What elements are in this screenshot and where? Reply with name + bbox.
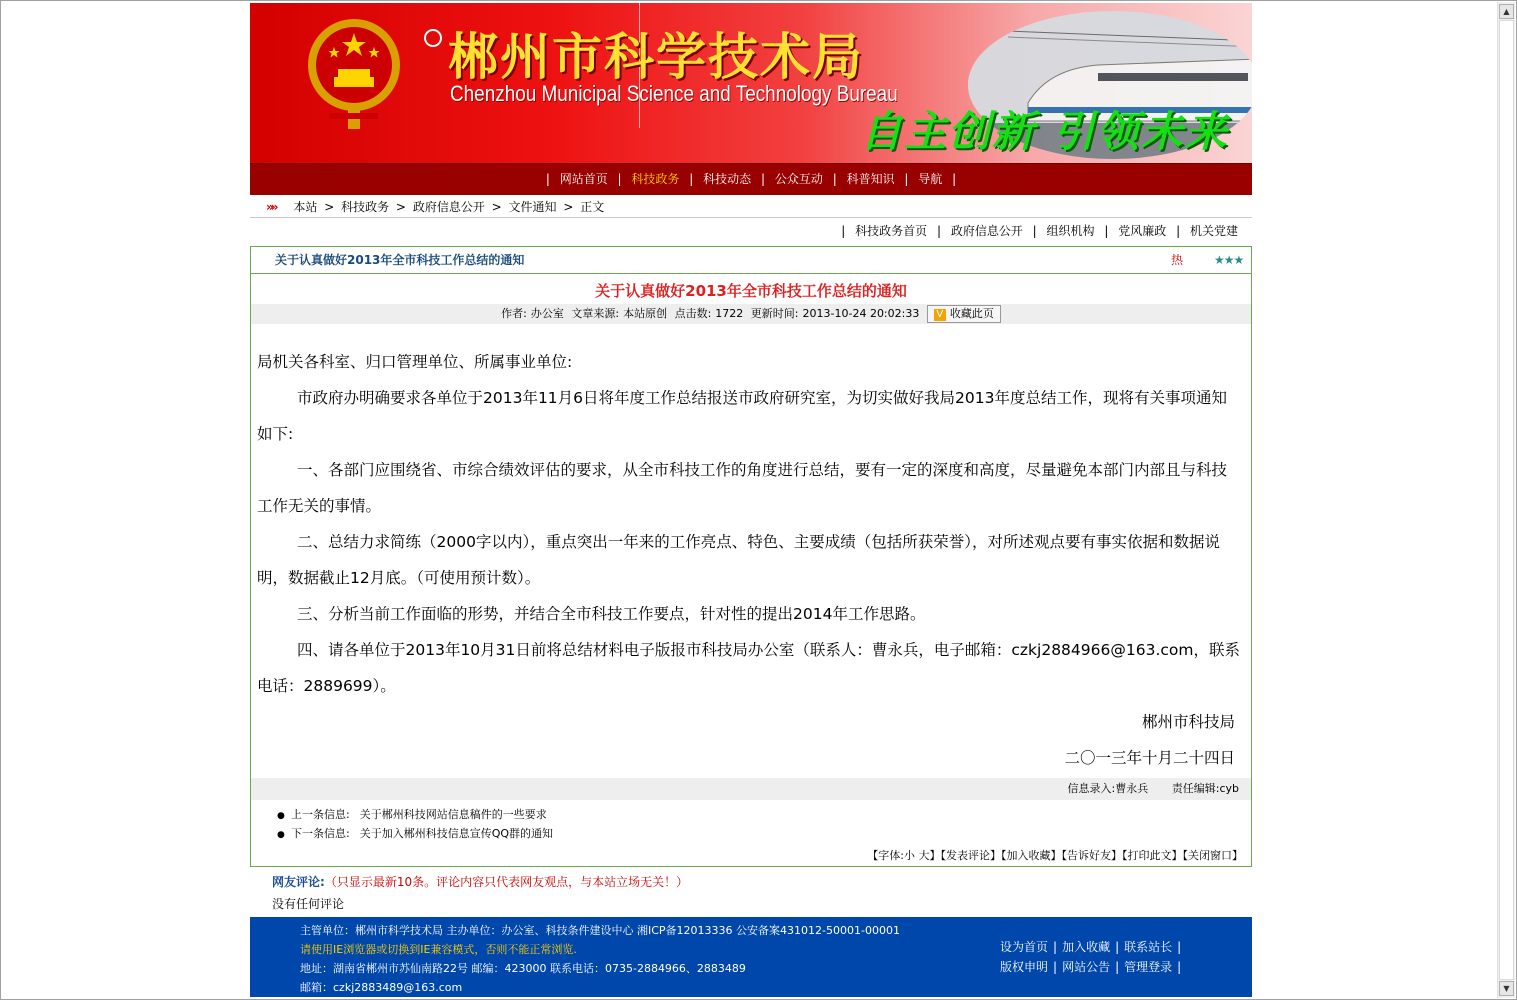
bookmark-icon: V — [934, 309, 946, 321]
nav-separator: | — [617, 172, 622, 186]
next-article-link[interactable]: 关于加入郴州科技信息宣传QQ群的通知 — [359, 827, 554, 840]
article-meta — [251, 304, 1251, 324]
editor-label: 责任编辑: — [1171, 782, 1220, 795]
footer-separator: | — [1177, 940, 1182, 954]
bullet-icon: ● — [277, 811, 285, 821]
article-title: 关于认真做好2013年全市科技工作总结的通知 — [595, 282, 907, 300]
editor-info — [251, 778, 1251, 800]
article-content — [251, 324, 1251, 776]
footer-separator: | — [1053, 960, 1058, 974]
article-date: 二〇一三年十月二十四日 — [1064, 749, 1235, 767]
tell-friend-button[interactable]: 【告诉好友】 — [1061, 849, 1122, 862]
nav-separator: | — [904, 172, 909, 186]
breadcrumb-separator: > — [491, 200, 502, 214]
nav-separator: | — [832, 172, 837, 186]
next-label: 下一条信息: — [291, 827, 350, 840]
nav-separator: | — [689, 172, 694, 186]
breadcrumb-separator: > — [324, 200, 335, 214]
footer-links — [1000, 937, 1186, 977]
subnav-separator: | — [1032, 224, 1037, 238]
meta-hits-label: 点击数: — [674, 307, 712, 320]
article-paragraph: 市政府办明确要求各单位于2013年11月6日将年度工作总结报送市政府研究室，为切实做好我局2013年度总结工作，现将有关事项通知如下: — [257, 389, 1227, 443]
close-window-button[interactable]: 【关闭窗口】 — [1182, 849, 1243, 862]
meta-updated-label: 更新时间: — [750, 307, 799, 320]
article-header-title: 关于认真做好2013年全市科技工作总结的通知 — [275, 253, 525, 267]
hot-badge: 热 — [1171, 253, 1184, 267]
rating-stars-icon: ★★★ — [1214, 253, 1244, 267]
footer-separator: | — [1115, 960, 1120, 974]
font-small-button[interactable]: 小 — [904, 849, 915, 862]
prev-item — [277, 806, 1251, 825]
subnav-separator: | — [1176, 224, 1181, 238]
site-title-cn: 郴州市科学技术局 — [448, 28, 864, 86]
font-large-button[interactable]: 大 — [918, 849, 930, 862]
breadcrumb-arrows-icon: »» — [266, 200, 276, 214]
comments-title: 网友评论: — [272, 875, 325, 889]
site-banner — [250, 3, 1252, 163]
breadcrumb-item-current: 正文 — [580, 200, 605, 214]
article-salutation: 局机关各科室、归口管理单位、所属事业单位: — [257, 353, 573, 371]
comments-section — [250, 867, 1252, 915]
site-footer — [250, 917, 1252, 997]
subnav-item-party[interactable]: 机关党建 — [1189, 224, 1238, 238]
decorative-circle-icon — [424, 29, 442, 47]
site-notice-link[interactable]: 网站公告 — [1062, 960, 1111, 974]
meta-author: 办公室 — [530, 307, 564, 320]
subnav-item-gov-info[interactable]: 政府信息公开 — [950, 224, 1023, 238]
article-tools — [251, 846, 1251, 866]
breadcrumb-item-sci-gov[interactable]: 科技政务 — [341, 200, 390, 214]
entry-label: 信息录入: — [1067, 782, 1116, 795]
set-homepage-link[interactable]: 设为首页 — [1000, 940, 1049, 954]
footer-line-1: 主管单位：郴州市科学技术局 主办单位：办公室、科技条件建设中心 湘ICP备12013336 公安备案431012-50001-00001 — [300, 924, 900, 937]
breadcrumb-separator: > — [395, 200, 406, 214]
page-container — [250, 3, 1252, 997]
article-box-header — [251, 247, 1251, 274]
meta-source: 本站原创 — [623, 307, 668, 320]
copyright-link[interactable]: 版权申明 — [1000, 960, 1049, 974]
nav-separator: | — [545, 172, 550, 186]
main-nav — [250, 163, 1252, 195]
article-paragraph: 一、各部门应围绕省、市综合绩效评估的要求，从全市科技工作的角度进行总结，要有一定的深度和高度，尽量避免本部门内部且与科技工作无关的事情。 — [257, 461, 1228, 515]
nav-item-home[interactable]: 网站首页 — [559, 172, 608, 186]
vertical-scrollbar[interactable] — [1497, 2, 1515, 998]
add-favorite-button[interactable]: 【加入收藏】 — [1001, 849, 1062, 862]
editor-name: cyb — [1219, 782, 1239, 795]
nav-item-knowledge[interactable]: 科普知识 — [846, 172, 895, 186]
nav-separator: | — [952, 172, 957, 186]
bookmark-page-button[interactable] — [927, 305, 1001, 323]
comments-note: （只显示最新10条。评论内容只代表网友观点，与本站立场无关！） — [324, 875, 689, 889]
article-paragraph: 四、请各单位于2013年10月31日前将总结材料电子版报市科技局办公室（联系人：曹永兵，电子邮箱：czkj2884966@163.com，联系电话：2889699）。 — [257, 641, 1240, 695]
subnav-item-integrity[interactable]: 党风廉政 — [1118, 224, 1167, 238]
footer-separator: | — [1177, 960, 1182, 974]
footer-browser-warning: 请使用IE浏览器或切换到IE兼容模式，否则不能正常浏览. — [300, 943, 577, 956]
national-emblem-icon — [304, 13, 404, 133]
scroll-down-arrow-icon[interactable]: ▼ — [1499, 981, 1514, 996]
comments-empty: 没有任何评论 — [272, 897, 345, 911]
nav-item-public[interactable]: 公众互动 — [774, 172, 823, 186]
subnav-separator: | — [936, 224, 941, 238]
font-size-suffix: 】 — [929, 849, 941, 862]
meta-updated: 2013-10-24 20:02:33 — [802, 307, 920, 320]
post-comment-button[interactable]: 【发表评论】 — [940, 849, 1001, 862]
nav-item-sci-news[interactable]: 科技动态 — [703, 172, 752, 186]
breadcrumb — [250, 197, 1252, 218]
article-paragraph: 三、分析当前工作面临的形势，并结合全市科技工作要点，针对性的提出2014年工作思路。 — [297, 605, 926, 623]
subnav-item-sci-gov-home[interactable]: 科技政务首页 — [855, 224, 928, 238]
breadcrumb-separator: > — [563, 200, 574, 214]
subnav-separator: | — [841, 224, 846, 238]
subnav-item-organization[interactable]: 组织机构 — [1046, 224, 1095, 238]
prev-article-link[interactable]: 关于郴州科技网站信息稿件的一些要求 — [359, 808, 547, 821]
next-item — [277, 825, 1251, 844]
article-signature: 郴州市科技局 — [1141, 713, 1235, 731]
entry-by: 曹永兵 — [1115, 782, 1149, 795]
footer-address: 地址：湖南省郴州市苏仙南路22号 邮编：423000 联系电话：0735-2884966、2883489 — [300, 962, 746, 975]
sub-nav — [250, 220, 1252, 242]
add-favorite-link[interactable]: 加入收藏 — [1062, 940, 1111, 954]
banner-slogan: 自主创新 引领未来 — [860, 107, 1229, 156]
meta-source-label: 文章来源: — [571, 307, 620, 320]
footer-email: 邮箱：czkj2883489@163.com — [300, 981, 463, 994]
prev-label: 上一条信息: — [291, 808, 350, 821]
footer-separator: | — [1053, 940, 1058, 954]
subnav-separator: | — [1104, 224, 1109, 238]
breadcrumb-item-site[interactable]: 本站 — [293, 200, 318, 214]
footer-separator: | — [1115, 940, 1120, 954]
footer-info — [300, 921, 900, 997]
contact-admin-link[interactable]: 联系站长 — [1124, 940, 1173, 954]
scrollbar-thumb[interactable] — [1499, 20, 1514, 980]
scroll-up-arrow-icon[interactable]: ▲ — [1499, 4, 1514, 19]
prev-next-links — [251, 800, 1251, 844]
article-box — [250, 246, 1252, 867]
breadcrumb-item-gov-info[interactable]: 政府信息公开 — [412, 200, 485, 214]
meta-author-label: 作者: — [501, 307, 527, 320]
bullet-icon: ● — [277, 830, 285, 840]
print-button[interactable]: 【打印此文】 — [1122, 849, 1183, 862]
site-title-en: Chenzhou Municipal Science and Technology Bureau — [450, 81, 898, 106]
nav-item-sci-gov[interactable]: 科技政务 — [631, 172, 680, 186]
admin-login-link[interactable]: 管理登录 — [1124, 960, 1173, 974]
bookmark-label: 收藏此页 — [949, 307, 994, 320]
nav-item-guide[interactable]: 导航 — [918, 172, 943, 186]
font-size-prefix: 【字体: — [867, 849, 904, 862]
article-paragraph: 二、总结力求简练（2000字以内），重点突出一年来的工作亮点、特色、主要成绩（包括所获荣誉），对所述观点要有事实依据和数据说明，数据截止12月底。（可使用预计数）。 — [257, 533, 1220, 587]
breadcrumb-item-notices[interactable]: 文件通知 — [508, 200, 557, 214]
nav-separator: | — [760, 172, 766, 186]
meta-hits: 1722 — [715, 307, 744, 320]
